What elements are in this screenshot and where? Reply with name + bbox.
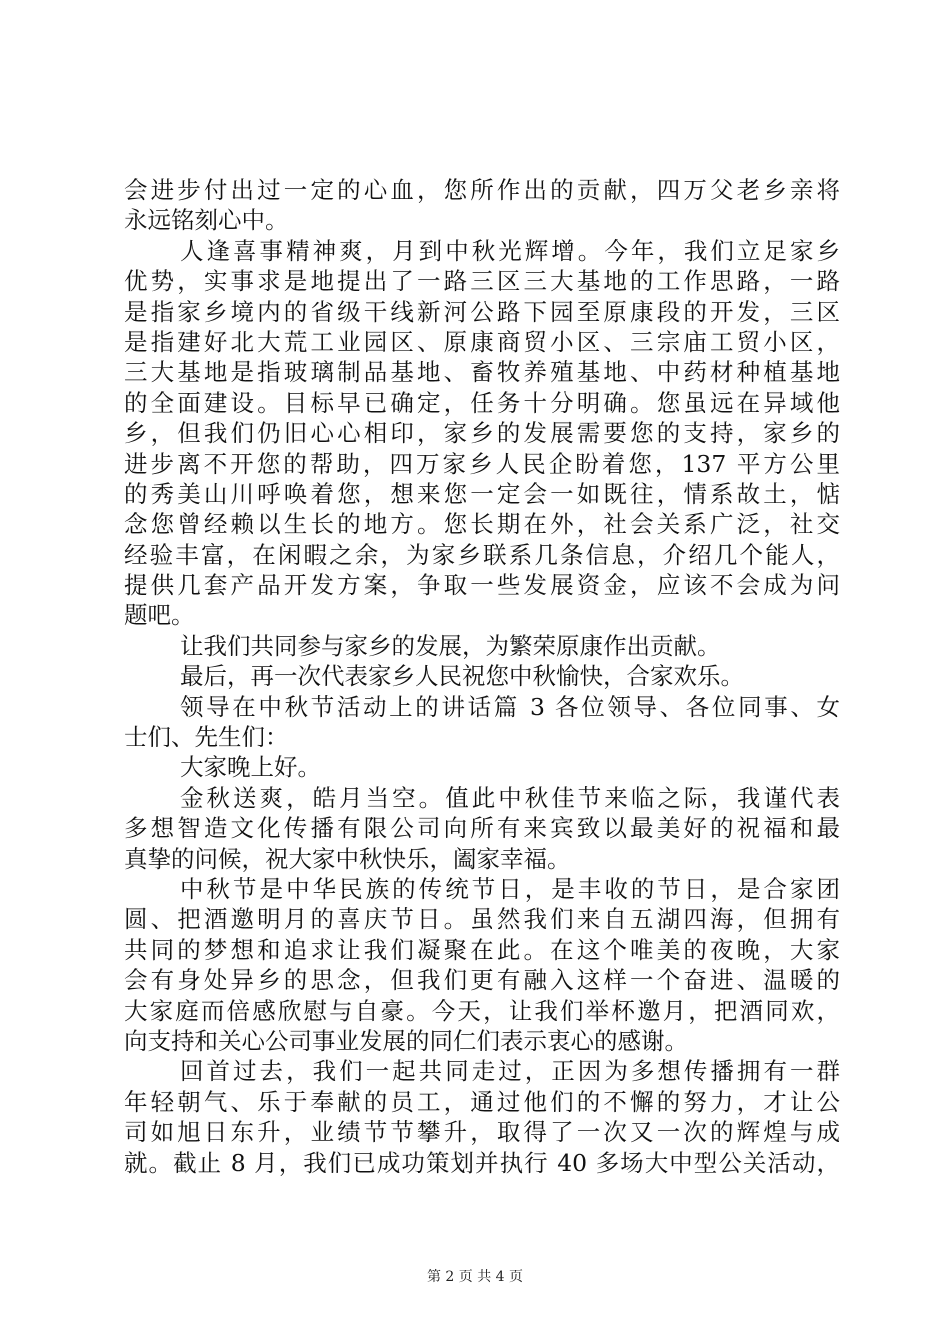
text-line: 回首过去，我们一起共同走过，正因为多想传播拥有一群	[180, 1057, 840, 1086]
text-line: 题吧。	[124, 601, 195, 630]
text-line: 进步离不开您的帮助，四万家乡人民企盼着您，137 平方公里	[124, 449, 840, 478]
text-line: 共同的梦想和追求让我们凝聚在此。在这个唯美的夜晚，大家	[124, 935, 840, 964]
page-footer: 第 2 页 共 4 页	[426, 1269, 524, 1285]
text-line: 中秋节是中华民族的传统节日，是丰收的节日，是合家团	[180, 874, 840, 903]
text-line: 是指家乡境内的省级干线新河公路下园至原康段的开发，三区	[124, 297, 840, 326]
text-line: 人逢喜事精神爽，月到中秋光辉增。今年，我们立足家乡	[180, 236, 840, 265]
text-line: 乡，但我们仍旧心心相印，家乡的发展需要您的支持，家乡的	[124, 419, 840, 448]
text-line: 最后，再一次代表家乡人民祝您中秋愉快，合家欢乐。	[180, 662, 744, 691]
text-line: 圆、把酒邀明月的喜庆节日。虽然我们来自五湖四海，但拥有	[124, 905, 840, 934]
text-line: 金秋送爽，皓月当空。值此中秋佳节来临之际，我谨代表	[180, 783, 840, 812]
text-line: 永远铭刻心中。	[124, 206, 289, 235]
document-body	[124, 175, 840, 1178]
text-line: 三大基地是指玻璃制品基地、畜牧养殖基地、中药材种植基地	[124, 358, 840, 387]
text-line: 会进步付出过一定的心血，您所作出的贡献，四万父老乡亲将	[124, 176, 840, 204]
text-line: 念您曾经赖以生长的地方。您长期在外，社会关系广泛，社交	[124, 510, 840, 539]
text-line: 经验丰富，在闲暇之余，为家乡联系几条信息，介绍几个能人，	[124, 540, 840, 569]
text-line: 优势，实事求是地提出了一路三区三大基地的工作思路，一路	[124, 267, 840, 296]
text-line: 大家晚上好。	[180, 753, 321, 782]
text-line: 的秀美山川呼唤着您，想来您一定会一如既往，情系故土，惦	[124, 479, 840, 508]
text-line: 就。截止 8 月，我们已成功策划并执行 40 多场大中型公关活动，	[124, 1148, 840, 1177]
text-line: 是指建好北大荒工业园区、原康商贸小区、三宗庙工贸小区，	[124, 327, 840, 356]
text-line: 领导在中秋节活动上的讲话篇 3 各位领导、各位同事、女	[180, 692, 840, 721]
text-line: 的全面建设。目标早已确定，任务十分明确。您虽远在异域他	[124, 388, 840, 417]
text-line: 让我们共同参与家乡的发展，为繁荣原康作出贡献。	[180, 631, 721, 660]
text-line: 多想智造文化传播有限公司向所有来宾致以最美好的祝福和最	[124, 814, 840, 843]
text-line: 士们、先生们：	[124, 723, 289, 752]
text-line: 会有身处异乡的思念，但我们更有融入这样一个奋进、温暖的	[124, 966, 840, 995]
text-line: 向支持和关心公司事业发展的同仁们表示衷心的感谢。	[124, 1026, 688, 1055]
text-line: 司如旭日东升，业绩节节攀升，取得了一次又一次的辉煌与成	[124, 1118, 840, 1147]
text-line: 真挚的问候，祝大家中秋快乐，阖家幸福。	[124, 844, 571, 873]
text-line: 年轻朝气、乐于奉献的员工，通过他们的不懈的努力，才让公	[124, 1087, 840, 1116]
text-line: 大家庭而倍感欣慰与自豪。今天，让我们举杯邀月，把酒同欢，	[124, 996, 840, 1025]
text-line: 提供几套产品开发方案，争取一些发展资金，应该不会成为问	[124, 571, 840, 600]
